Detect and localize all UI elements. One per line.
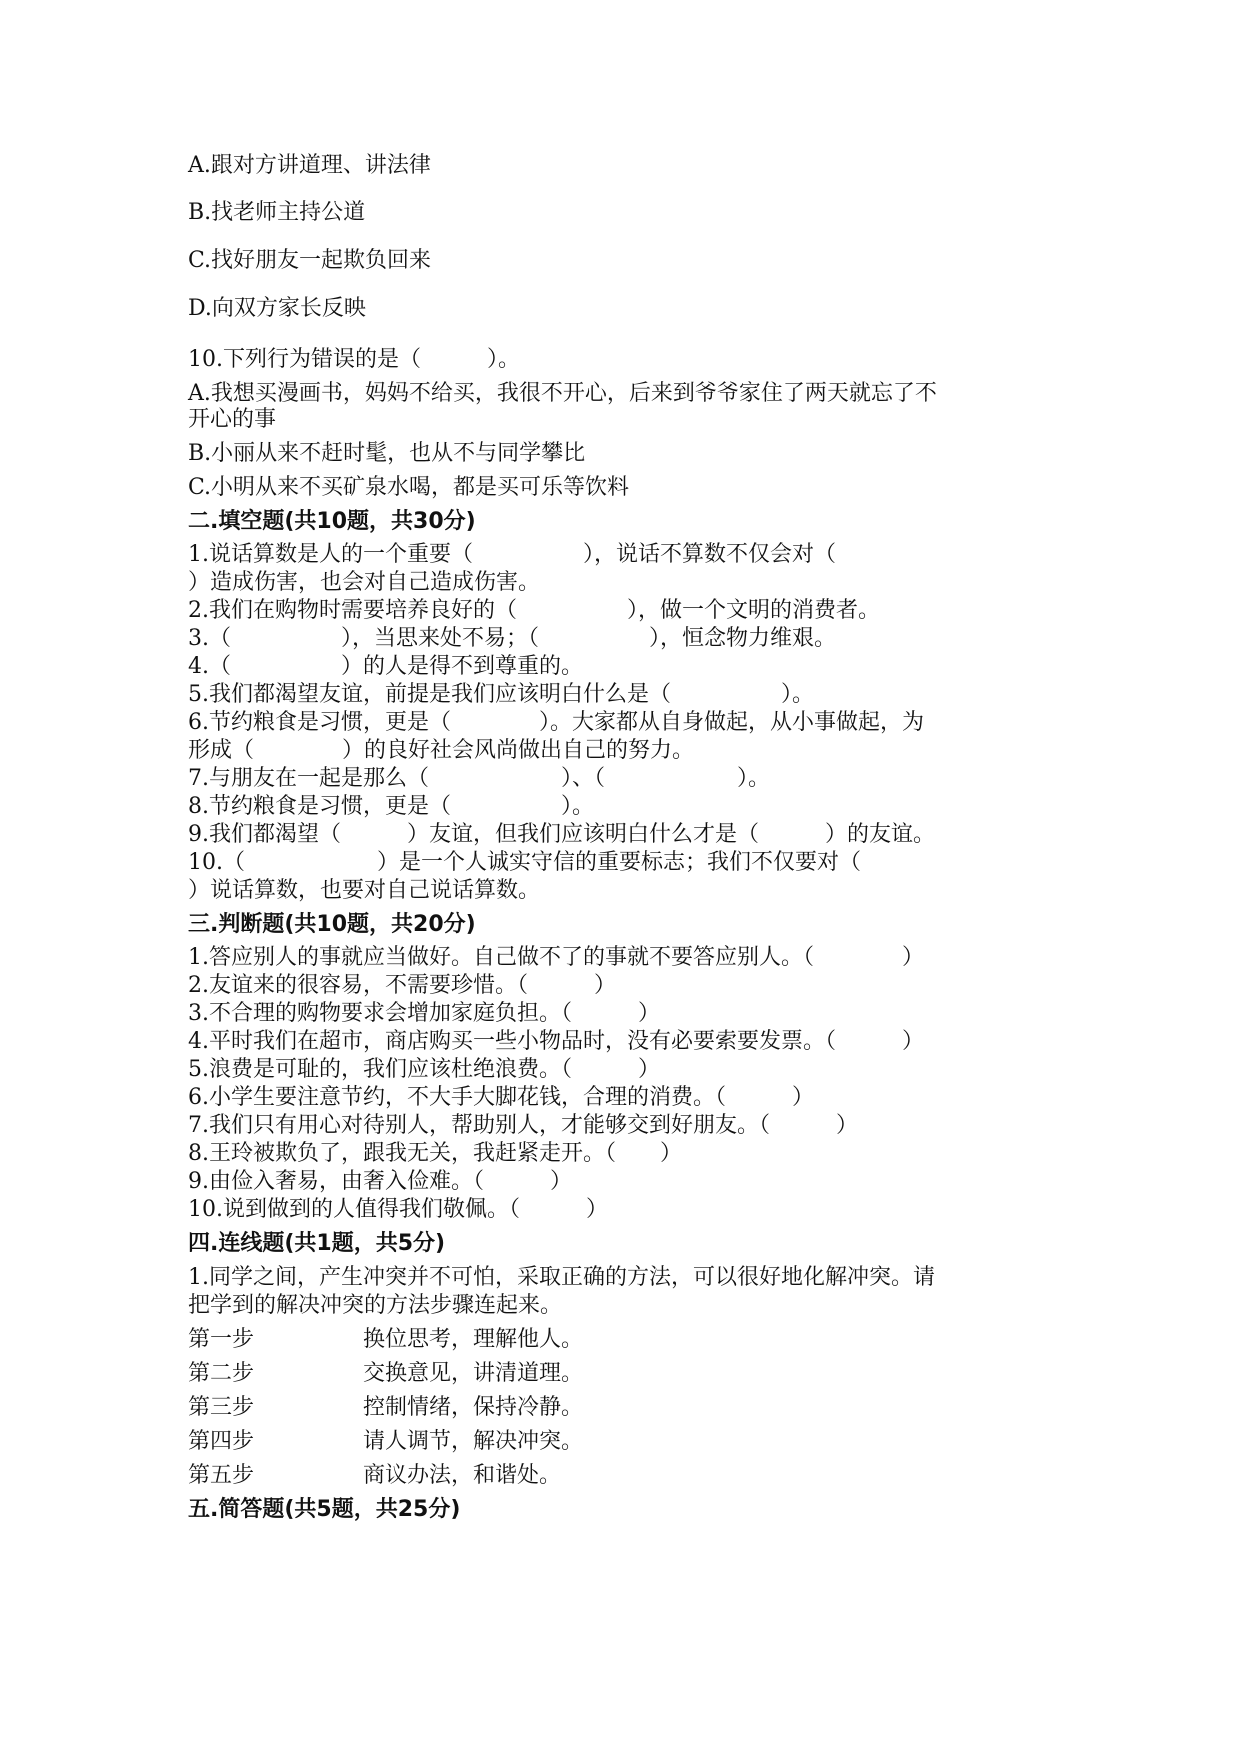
- q10-option-c: C.小明从来不买矿泉水喝，都是买可乐等饮料: [188, 475, 630, 500]
- section2-title: 二.填空题(共10题，共30分): [188, 509, 476, 534]
- s4-step: 第一步: [188, 1327, 255, 1352]
- s3-line: 10.说到做到的人值得我们敬佩。（ ）: [188, 1197, 608, 1222]
- s2-line: 8.节约粮食是习惯，更是（ ）。: [188, 794, 594, 819]
- s4-method: 控制情绪，保持冷静。: [363, 1395, 584, 1420]
- s3-line: 8.王玲被欺负了，跟我无关，我赶紧走开。（ ）: [188, 1141, 682, 1166]
- s4-step: 第二步: [188, 1361, 255, 1386]
- s3-line: 5.浪费是可耻的，我们应该杜绝浪费。（ ）: [188, 1057, 660, 1082]
- q9-option-a: A.跟对方讲道理、讲法律: [188, 153, 431, 178]
- s4-question-cont: 把学到的解决冲突的方法步骤连起来。: [188, 1293, 563, 1318]
- s2-line: 10.（ ）是一个人诚实守信的重要标志；我们不仅要对（: [188, 850, 861, 875]
- s2-line: 3.（ ），当思来处不易；（ ），恒念物力维艰。: [188, 626, 836, 651]
- q9-option-c: C.找好朋友一起欺负回来: [188, 248, 432, 273]
- q10-option-a: A.我想买漫画书，妈妈不给买，我很不开心，后来到爷爷家住了两天就忘了不: [188, 381, 937, 406]
- s3-line: 6.小学生要注意节约，不大手大脚花钱，合理的消费。（ ）: [188, 1085, 814, 1110]
- s4-method: 交换意见，讲清道理。: [363, 1361, 584, 1386]
- s4-method: 商议办法，和谐处。: [363, 1463, 562, 1488]
- q10-option-a-cont: 开心的事: [188, 407, 277, 432]
- s2-line: 9.我们都渴望（ ）友谊，但我们应该明白什么才是（ ）的友谊。: [188, 822, 935, 847]
- s4-method: 换位思考，理解他人。: [363, 1327, 584, 1352]
- s4-question: 1.同学之间，产生冲突并不可怕，采取正确的方法，可以很好地化解冲突。请: [188, 1265, 935, 1290]
- s3-line: 2.友谊来的很容易，不需要珍惜。（ ）: [188, 973, 616, 998]
- q9-option-b: B.找老师主持公道: [188, 200, 366, 225]
- s2-line: 2.我们在购物时需要培养良好的（ ），做一个文明的消费者。: [188, 598, 880, 623]
- s3-line: 9.由俭入奢易，由奢入俭难。（ ）: [188, 1169, 572, 1194]
- s3-line: 3.不合理的购物要求会增加家庭负担。（ ）: [188, 1001, 660, 1026]
- q10-stem: 10.下列行为错误的是（ ）。: [188, 347, 520, 372]
- s2-line: 形成（ ）的良好社会风尚做出自己的努力。: [188, 738, 695, 763]
- section4-title: 四.连线题(共1题，共5分): [188, 1231, 446, 1256]
- s2-line: ）说话算数，也要对自己说话算数。: [188, 878, 541, 903]
- q9-option-d: D.向双方家长反映: [188, 296, 366, 321]
- section5-title: 五.简答题(共5题，共25分): [188, 1497, 461, 1522]
- s3-line: 4.平时我们在超市，商店购买一些小物品时，没有必要索要发票。（ ）: [188, 1029, 924, 1054]
- s2-line: 5.我们都渴望友谊，前提是我们应该明白什么是（ ）。: [188, 682, 814, 707]
- s2-line: ）造成伤害，也会对自己造成伤害。: [188, 570, 541, 595]
- section3-title: 三.判断题(共10题，共20分): [188, 912, 476, 937]
- s4-method: 请人调节，解决冲突。: [363, 1429, 584, 1454]
- s4-step: 第四步: [188, 1429, 255, 1454]
- s3-line: 7.我们只有用心对待别人，帮助别人，才能够交到好朋友。（ ）: [188, 1113, 858, 1138]
- s2-line: 7.与朋友在一起是那么（ ）、（ ）。: [188, 766, 770, 791]
- s2-line: 6.节约粮食是习惯，更是（ ）。大家都从自身做起，从小事做起，为: [188, 710, 924, 735]
- s2-line: 1.说话算数是人的一个重要（ ），说话不算数不仅会对（: [188, 542, 836, 567]
- s4-step: 第三步: [188, 1395, 255, 1420]
- s3-line: 1.答应别人的事就应当做好。自己做不了的事就不要答应别人。（ ）: [188, 945, 924, 970]
- s4-step: 第五步: [188, 1463, 255, 1488]
- s2-line: 4.（ ）的人是得不到尊重的。: [188, 654, 583, 679]
- q10-option-b: B.小丽从来不赶时髦，也从不与同学攀比: [188, 441, 586, 466]
